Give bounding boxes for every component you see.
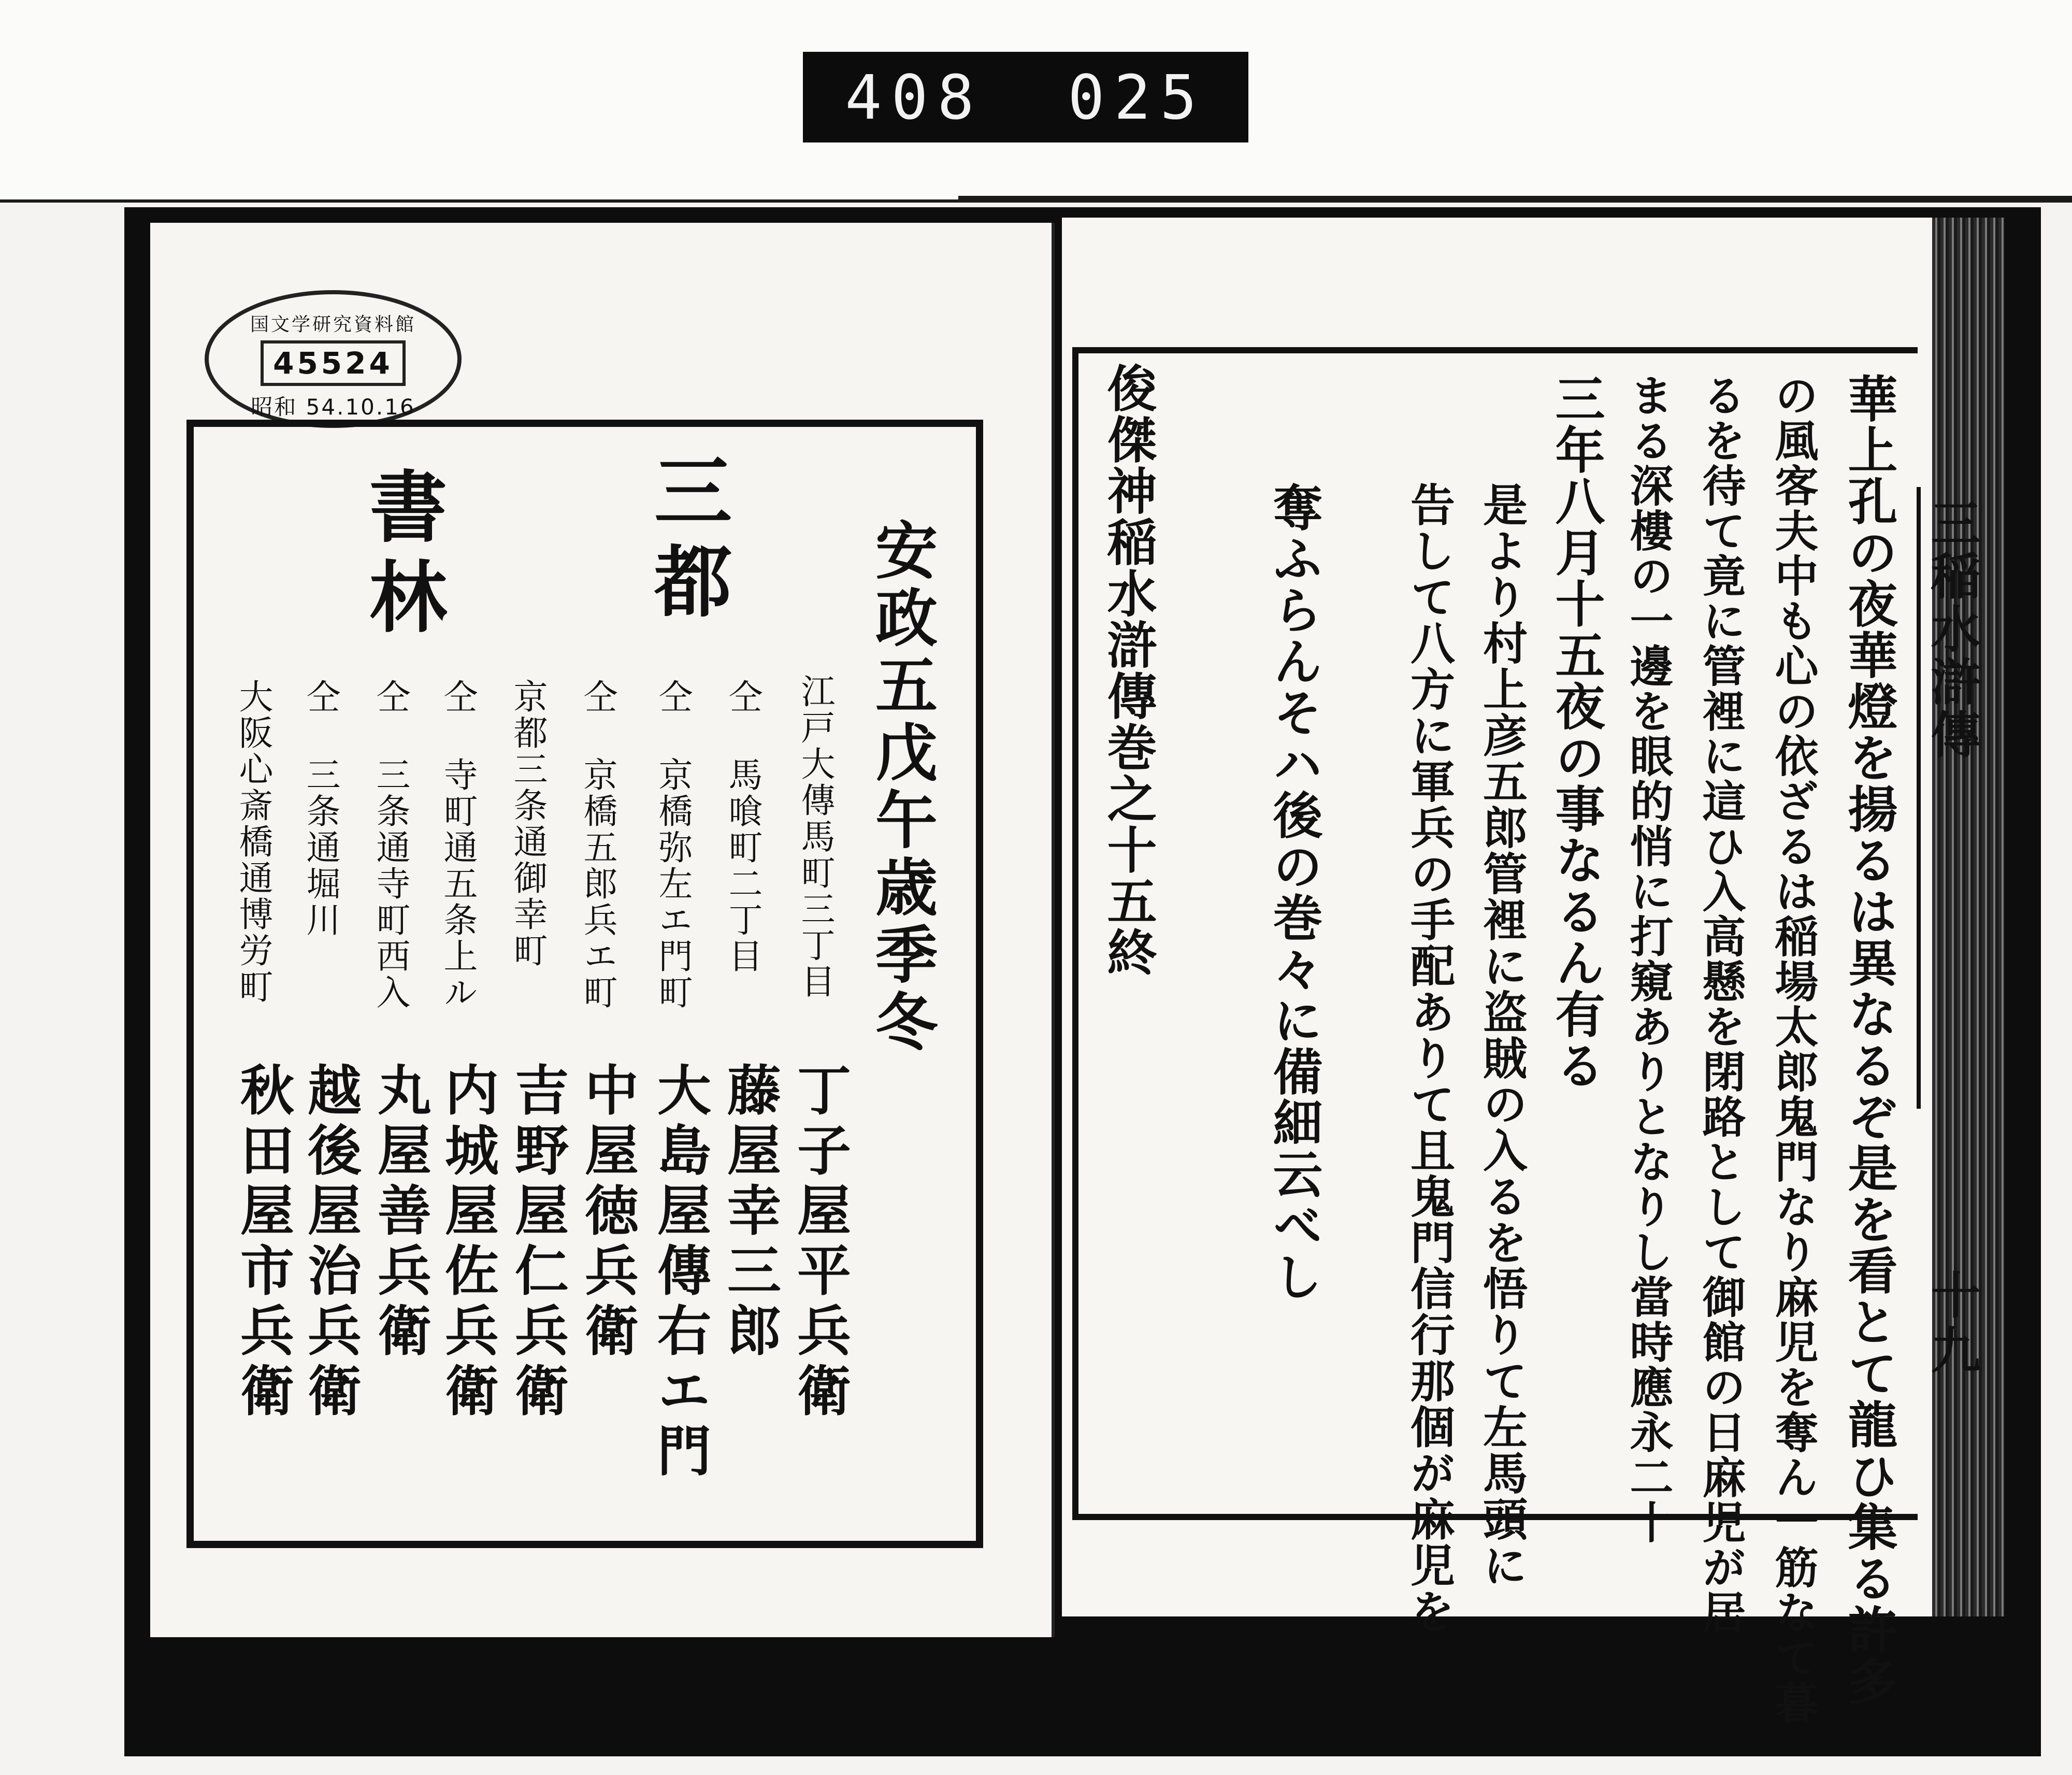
divider — [958, 196, 2072, 201]
colophon-date: 安政五戊午歳季冬 — [865, 518, 938, 1057]
entry-address: 江戸大傳馬町三丁目 — [795, 674, 835, 1000]
entry-publisher-name: 藤屋幸三郎 — [718, 1062, 782, 1363]
entry-address: 仝 寺町通五条上ル — [438, 679, 478, 1011]
entry-publisher-name: 内城屋佐兵衛 — [436, 1062, 499, 1423]
entry-publisher-name: 丸屋善兵衛 — [368, 1062, 432, 1363]
entry-publisher-name: 秋田屋市兵衛 — [231, 1062, 295, 1423]
entry-publisher-name: 越後屋治兵衛 — [298, 1062, 362, 1423]
entry-address: 大阪心斎橋通博労町 — [233, 679, 273, 1005]
text-line: 華上孔の夜華燈を揚るは異なるぞ是を看とて龍ひ集る許多 — [1840, 373, 1898, 1707]
film-reel-label — [803, 52, 1248, 142]
entry-address: 仝 京橋弥左エ門町 — [653, 679, 693, 1011]
page-header: 三稲水滸傳 — [1923, 497, 1981, 762]
publisher-group-shorin: 書林 — [356, 466, 447, 647]
film-label-left: 408 — [845, 61, 984, 133]
film-label-right: 025 — [1068, 61, 1206, 133]
volume-end-title: 俊傑神稲水滸傳巻之十五終 — [1099, 363, 1158, 978]
text-line: るを待て竟に管裡に這ひ入高懸を閉路として御館の日麻児が居 — [1695, 373, 1747, 1635]
entry-publisher-name: 大島屋傳右エ門 — [648, 1062, 712, 1483]
page-folio: 十九 — [1923, 1269, 1981, 1379]
entry-address: 仝 三条通堀川 — [300, 679, 340, 938]
entry-address: 京都三条通御幸町 — [508, 679, 548, 969]
text-line: 是より村上彦五郎管裡に盗賊の入るを悟りて左馬頭に — [1475, 482, 1528, 1588]
library-stamp — [205, 290, 462, 428]
text-line: の風客夫中も心の依ざるは稲場太郎鬼門なり麻児を奪ん一筋なて暮 — [1768, 373, 1819, 1725]
entry-address: 仝 京橋五郎兵エ町 — [578, 679, 617, 1011]
stamp-date: 昭和 54.10.16 — [251, 394, 415, 420]
entry-address: 仝 馬喰町二丁目 — [723, 679, 762, 975]
text-line: まる深樓の一邊を眼的悄に打窺ありとなりし當時應永二十 — [1623, 373, 1674, 1545]
stamp-institution: 国文学研究資料館 — [250, 314, 416, 335]
entry-address: 仝 三条通寺町西入 — [370, 679, 410, 1011]
publisher-group-santo: 三都 — [641, 451, 732, 631]
entry-publisher-name: 吉野屋仁兵衛 — [506, 1062, 569, 1423]
text-line: 奪ふらんそハ後の巻々に備細云べし — [1265, 482, 1323, 1302]
text-line: 三年八月十五夜の事なるん有る — [1547, 373, 1606, 1091]
entry-publisher-name: 中屋徳兵衛 — [575, 1062, 639, 1363]
text-line: 告して八方に軍兵の手配ありて且鬼門信行那個が麻児を — [1403, 482, 1455, 1635]
stamp-id: 45524 — [261, 340, 406, 386]
entry-publisher-name: 丁子屋平兵衛 — [788, 1062, 852, 1423]
